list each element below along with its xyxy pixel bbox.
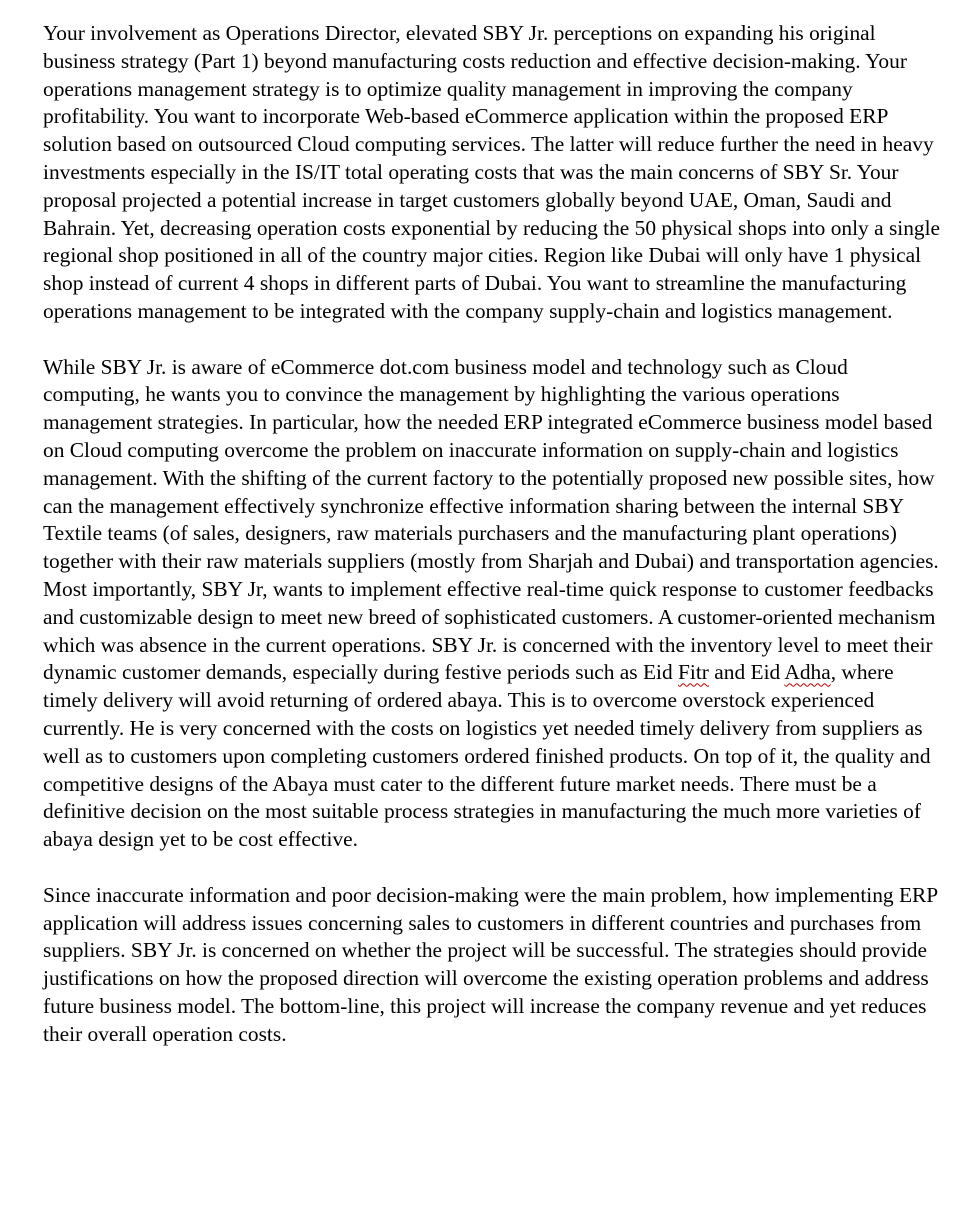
spellcheck-flag-fitr: Fitr (678, 660, 709, 685)
paragraph-2 (43, 354, 945, 854)
paragraph-2-part-b: and Eid (708, 660, 785, 685)
paragraph-1: Your involvement as Operations Director, elevated SBY Jr. perceptions on expanding his original business strategy (Part 1) beyond manufacturing costs reduction and effective decision-making. Your operations management strategy is to optimize quality management in improving the company profitability. You want to incorporate Web-based eCommerce application within the proposed ERP solution based on outsourced Cloud computing services. The latter will reduce further the need in heavy investments especially in the IS/IT total operating costs that was the main concerns of SBY Sr. Your proposal projected a potential increase in target customers globally beyond UAE, Oman, Saudi and Bahrain. Yet, decreasing operation costs exponential by reducing the 50 physical shops into only a single regional shop positioned in all of the country major cities. Region like Dubai will only have 1 physical shop instead of current 4 shops in different parts of Dubai. You want to streamline the manufacturing operations management to be integrated with the company supply-chain and logistics management. (43, 21, 941, 323)
paragraph-2-part-a: While SBY Jr. is aware of eCommerce dot.com business model and technology such as Cloud computing, he wants you to convince the management by highlighting the various operations management strategies. In particular, how the needed ERP integrated eCommerce business model based on Cloud computing overcome the problem on inaccurate information on supply-chain and logistics management. With the shifting of the current factory to the potentially proposed new possible sites, how can the management effectively synchronize effective information sharing between the internal SBY Textile teams (of sales, designers, raw materials purchasers and the manufacturing plant operations) together with their raw materials suppliers (mostly from Sharjah and Dubai) and transportation agencies. Most importantly, SBY Jr, wants to implement effective real-time quick response to customer feedbacks and customizable design to meet new breed of sophisticated customers. A customer-oriented mechanism which was absence in the current operations. SBY Jr. is concerned with the inventory level to meet their dynamic customer demands, especially during festive periods such as Eid (43, 354, 939, 685)
paragraph-3: Since inaccurate information and poor decision-making were the main problem, how implementing ERP application will address issues concerning sales to customers in different countries and purchases from suppliers. SBY Jr. is concerned on whether the project will be successful. The strategies should provide justifications on how the proposed direction will overcome the existing operation problems and address future business model. The bottom-line, this project will increase the company revenue and yet reduces their overall operation costs. (43, 882, 938, 1046)
paragraph-2-part-c: , where timely delivery will avoid returning of ordered abaya. This is to overcome overstock experienced currently. He is very concerned with the costs on logistics yet needed timely delivery from suppliers as well as to customers upon completing customers ordered finished products. On top of it, the quality and competitive designs of the Abaya must cater to the different future market needs. There must be a definitive decision on the most suitable process strategies in manufacturing the much more varieties of abaya design yet to be cost effective. (43, 660, 931, 852)
spellcheck-flag-adha: Adha (784, 660, 831, 685)
